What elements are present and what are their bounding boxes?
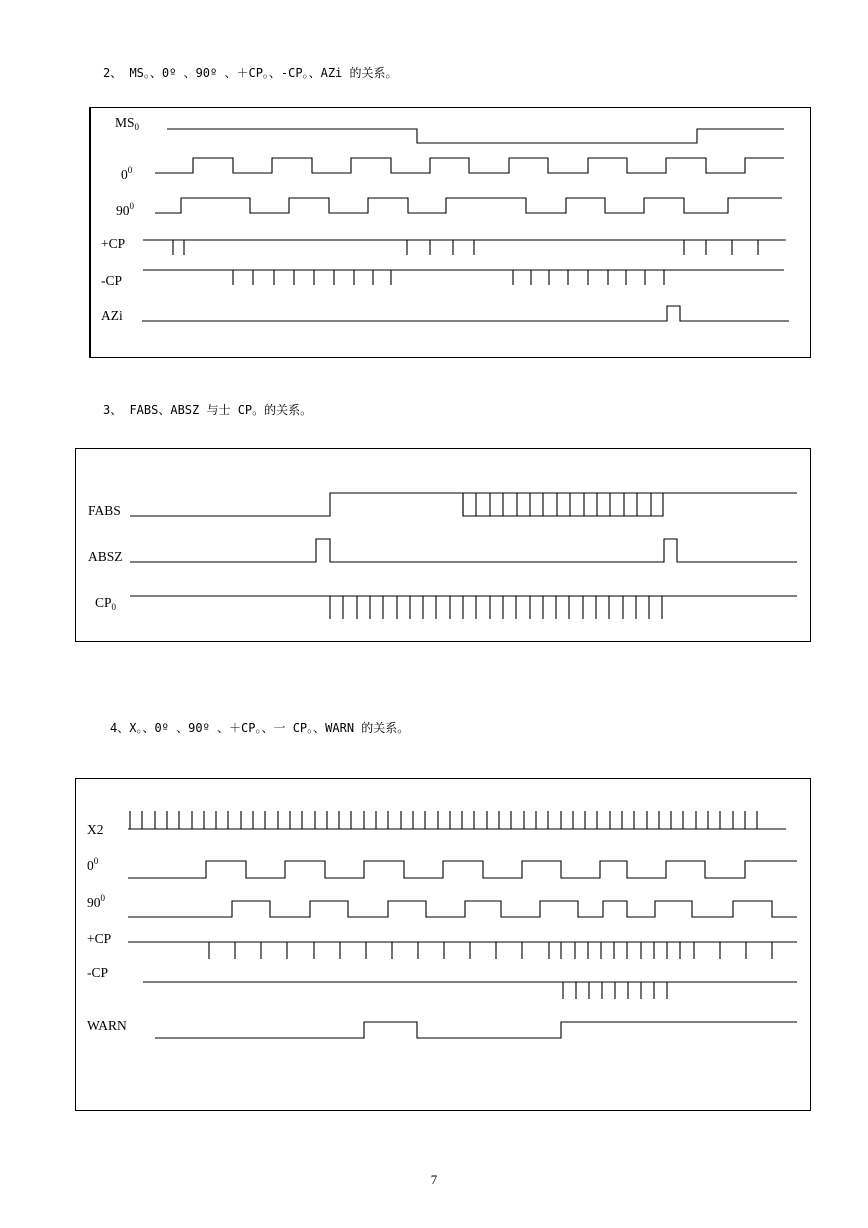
wave-minus-cp xyxy=(143,270,784,285)
signal-label-minus-cp: -CP xyxy=(101,273,123,288)
wave-x2 xyxy=(128,811,786,829)
wave-absz xyxy=(130,539,797,562)
wave-azi xyxy=(142,306,789,321)
section-3-heading: 3、 FABS、ABSZ 与士 CP。的关系。 xyxy=(103,403,313,417)
diagram-2-labels xyxy=(88,503,123,612)
wave-warn xyxy=(155,1022,797,1038)
wave-ms0 xyxy=(167,129,784,143)
signal-label-plus-cp-b: +CP xyxy=(87,931,112,946)
section-4-heading: 4、X。、0º 、90º 、＋CP。、一 CP。、WARN 的关系。 xyxy=(110,721,410,735)
signal-label-absz: ABSZ xyxy=(88,549,123,564)
wave-plus-cp xyxy=(143,240,786,255)
wave-cp0 xyxy=(130,596,797,619)
signal-label-0deg-b: $0^0$ xyxy=(87,856,99,873)
signal-label-fabs: FABS xyxy=(88,503,121,518)
signal-label-0deg: $0^0$ xyxy=(121,165,133,182)
section-2-heading: 2、 MS。、0º 、90º 、＋CP。、-CP。、AZi 的关系。 xyxy=(103,66,398,80)
signal-label-90deg-b: $90^0$ xyxy=(87,893,105,910)
signal-label-x2: X2 xyxy=(87,822,104,837)
signal-label-minus-cp-b: -CP xyxy=(87,965,109,980)
wave-plus-cp-b xyxy=(128,942,797,959)
wave-minus-cp-b xyxy=(143,982,797,999)
diagram-1-labels xyxy=(101,115,140,323)
signal-label-plus-cp: +CP xyxy=(101,236,126,251)
wave-0deg xyxy=(155,158,784,173)
signal-label-azi: AZi xyxy=(101,308,123,323)
wave-90deg xyxy=(155,198,782,213)
wave-0deg-b xyxy=(128,861,797,878)
signal-label-warn: WARN xyxy=(87,1018,127,1033)
diagram-3-labels xyxy=(87,822,127,1033)
signal-label-ms0: $MS_0$ xyxy=(115,115,140,132)
page-number: 7 xyxy=(430,1172,438,1187)
signal-label-90deg: $90^0$ xyxy=(116,201,134,218)
signal-label-cp0: $CP_0$ xyxy=(95,595,117,612)
wave-90deg-b xyxy=(128,901,797,917)
wave-fabs-pulses xyxy=(463,493,663,516)
